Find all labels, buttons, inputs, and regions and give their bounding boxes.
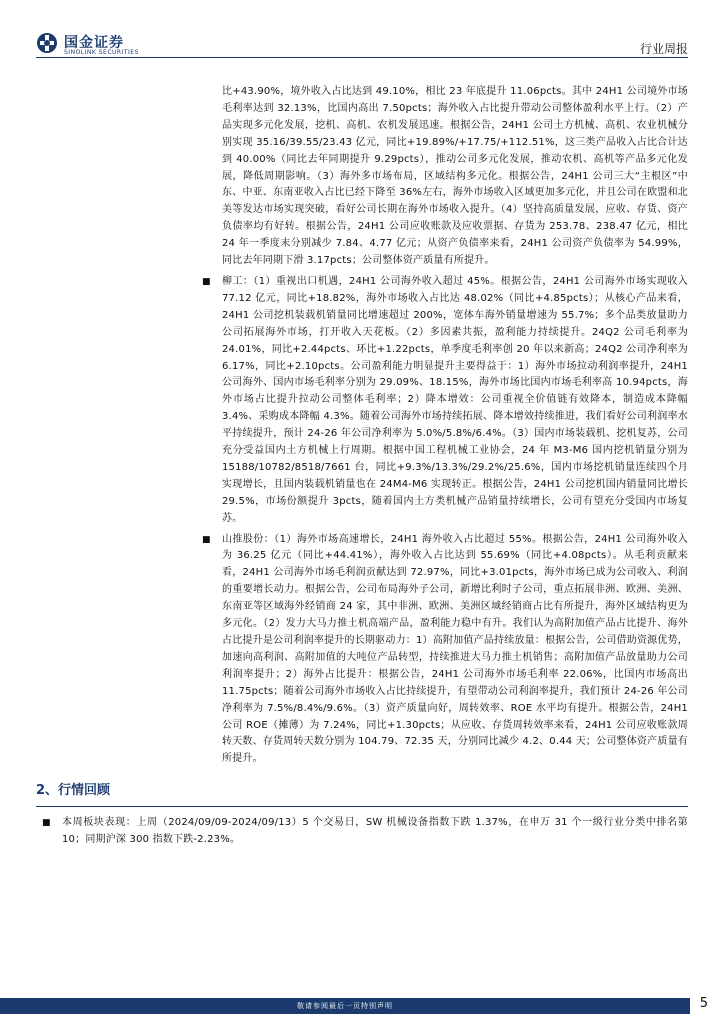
- bullet-square-icon: ■: [42, 818, 51, 829]
- market-review-bullet-item: [36, 815, 688, 849]
- section-heading: 2、行情回顾: [36, 783, 111, 799]
- section-divider: [36, 806, 688, 807]
- report-type-label: 行业周报: [639, 42, 688, 56]
- sany-paragraph-continued: 比+43.90%，境外收入占比达到 49.10%，相比 23 年底提升 11.06pcts。其中 24H1 公司境外市场毛利率达到 32.13%，比国内高出 7.50pcts；海外收入占比提升带动公司整体盈利水平上行。（2）产品实现多元化发展，挖机、高机、农机发展迅速。根据公告，24H1 公司土方机械、高机、农业机械分别实现 35.16/39.55/23.43 亿元，同比+19.89%/+17.75/+112.51%，这三类产品收入占比合计达到 40.00%（同比去年同期提升 9.29pcts），推动公司多元化发展，推动农机、高机等产品多元化发展，降低周期影响。（3）海外多市场布局，区域结构多元化。根据公告，24H1 公司三大“主根区”中东、中亚、东南亚收入占比已经下降至 36%左右，海外市场收入区域更加多元化，并且公司在欧盟和北美等发达市场实现突破，看好公司长期在海外市场收入提升。（4）坚持高质量发展，应收、存货、资产负债率均有好转。根据公告，24H1 公司应收账款及应收票据、存货为 253.78、238.47 亿元，相比 24 年一季度末分别减少 7.84、4.77 亿元；从资产负债率来看，24H1 公司资产负债率为 54.99%，同比去年同期下滑 3.17pcts；公司整体资产质量有所提升。: [222, 86, 688, 267]
- sinolink-logo-icon: [36, 32, 58, 54]
- logo-chinese-name: 国金证券: [64, 35, 124, 51]
- bullet-square-icon: ■: [202, 276, 211, 287]
- page-footer: [0, 994, 724, 1024]
- shantui-paragraph: 山推股份：（1）海外市场高速增长，24H1 海外收入占比超过 55%。根据公告，24H1 公司海外收入为 36.25 亿元（同比+44.41%），海外收入占比达到 55.69%（同比+4.08pcts）。从毛利贡献来看，24H1 公司海外市场毛利润贡献达到 72.97%，同比+3.01pcts，海外市场已成为公司收入、利润的重要增长动力。根据公告，公司布局海外子公司，新增比利时子公司，重点拓展非洲、欧洲、美洲、东南亚等区域海外经销商 24 家，其中非洲、欧洲、美洲区域经销商占比有所提升，海外区域结构更为多元化。（2）发力大马力推土机高端产品，盈利能力稳中有升。我们认为高附加值产品占比提升、海外占比提升是公司利润率提升的长期驱动力：1）高附加值产品持续放量：根据公告，公司借助资源优势，加速向高利润、高附加值的大吨位产品转型，持续推进大马力推土机销售；高附加值产品放量助力公司利润率提升；2）海外占比提升：根据公告，24H1 公司海外市场毛利率 22.06%，比国内市场高出 11.75pcts；随着公司海外市场收入占比持续提升，有望带动公司利润率提升，我们预计 24-26 年公司净利率为 7.5%/8.4%/9.6%。（3）资产质量向好，周转效率、ROE 水平均有提升。根据公告，24H1 公司 ROE（摊薄）为 7.24%，同比+1.30pcts；从应收、存货周转效率来看，24H1 公司应收账款周转天数、存货周转天数分别为 104.79、72.35 天，分别同比减少 4.2、0.44 天；公司整体资产质量有所提升。: [222, 533, 688, 765]
- bullet-square-icon: ■: [202, 534, 211, 545]
- logo-english-name: SINOLINK SECURITIES: [64, 49, 139, 56]
- header-divider: [36, 57, 688, 58]
- market-review-paragraph: 本周板块表现：上周（2024/09/09-2024/09/13）5 个交易日，SW 机械设备指数下跌 1.37%，在申万 31 个一级行业分类中排名第 10；同期沪深 300 指数下跌-2.23%。: [62, 817, 688, 846]
- shantui-bullet-item: [36, 532, 688, 769]
- page-header: [0, 0, 724, 62]
- liugong-paragraph: 柳工：（1）重视出口机遇，24H1 公司海外收入超过 45%。根据公告，24H1 公司海外市场实现收入 77.12 亿元，同比+18.82%，海外市场收入占比达 48.02%（同比+4.85pcts）；从核心产品来看，24H1 公司挖机装载机销量同比增速超过 200%，宽体车海外销量增速为 55.7%；多个品类放量助力公司拓展海外市场，打开收入天花板。（2）多因素共振，盈利能力持续提升。24Q2 公司毛利率为 24.01%，同比+2.44pcts、环比+1.22pcts，单季度毛利率创 20 年以来新高；24Q2 公司净利率为 6.17%，同比+2.10pcts。公司盈利能力明显提升主要得益于：1）海外市场拉动利润率提升，24H1 公司海外、国内市场毛利率分别为 29.09%、18.15%，海外市场比国内市场毛利率高 10.94pcts，海外市场占比提升拉动公司整体毛利率；2）降本增效：公司重视全价值链有效降本，制造成本降幅 3.4%、采购成本降幅 4.3%。随着公司海外市场持续拓展、降本增效持续推进，我们看好公司利润率水平持续提升，预计 24-26 年公司净利率为 5.0%/5.8%/6.4%。（3）国内市场装载机、挖机复苏，公司充分受益国内土方机械上行周期。根据中国工程机械工业协会，24 年 M3-M6 国内挖机销量分别为 15188/10782/8518/7661 台，同比+9.3%/13.3%/29.2%/25.6%，国内市场挖机销量连续四个月实现增长，且国内装载机销量也在 24M4-M6 实现转正。根据公告，24H1 公司挖机国内销量同比增长 29.5%，市场份额提升 3pcts，随着国内土方类机械产品销量持续增长，公司有望充分受国内市场复苏。: [222, 275, 688, 524]
- document-body: [36, 62, 688, 849]
- footer-disclaimer: 敬请参阅最后一页特别声明: [297, 1002, 393, 1010]
- page-number: 5: [699, 996, 708, 1011]
- liugong-bullet-item: [36, 274, 688, 528]
